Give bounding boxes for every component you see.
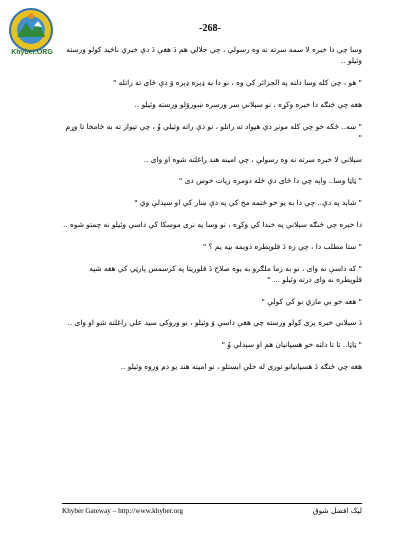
paragraph: هغه چي ځنګه دا خبره وکړه ، نو سېلاني سر ورسره ښوروَلو ورسته وئيلو .. — [134, 99, 362, 109]
paragraph: " ښه.. ځکه خو چي کله مونږ دې هيواد ته راتلو ، نو دې راته وئيلي وُ ، چي تيواز ته به ځامخا تا وړم " — [65, 121, 362, 142]
page-number: -268- — [199, 23, 221, 34]
paragraph: " هو ، چي کله وسا دلته په الجزائر کي وه ، نو دا به ډېره ډېره وَ دې ځای ته راتله " — [112, 78, 362, 87]
paragraph: دَ سېلاني خبره پری کولو ورسته چي هغې داسې وَ وئيلو ، نو وروکی سيد علي راغلته شو او وای .. — [67, 318, 362, 328]
paragraph: وسا چي دا خبره لا سمه سرته نه وه رسولې ، چي جلالي هم دَ هغې دَ دې خبري ناڅيد کولو ورسته وئيلو .. — [66, 45, 362, 66]
paragraph: " ټاټا وسا.. واپه چي دا ځای دې ځله دومره زيات خوښ دی " — [178, 176, 362, 186]
footer-website: Khyber Gateway – http://www.khyber.org — [62, 507, 183, 515]
paragraph: " که داسې نه وای ، نو به زما ملګرو به يوه صلاح دَ قلوريتا په کرسمس پارټي کي هغه شپه قلوپطره نه وای درته وئيلو ... " — [89, 263, 362, 284]
paragraph: " ستا مطلب دا ، چي زه دَ قلوپطره دويمه بڼه يم ؟ " — [202, 241, 362, 251]
paragraph: " هغه خو بې مازي نو کي کولې " — [261, 296, 362, 306]
paragraph: " ټاټا.. تا تا دلته خو هسپانيان هم او سېدلي وُ " — [221, 340, 362, 350]
document-body — [62, 44, 362, 383]
paragraph: " شايد په دې.. چي دا به يو خو ځنمه مخ کي په دې ښار کي او سېدلې وي " — [134, 198, 362, 208]
paragraph: سېلاني لا خبره سرته نه وه رسولې ، چي امينه هند راغلته شوه او وای .. — [143, 154, 362, 164]
footer-author: ليک افضل شوق — [312, 506, 362, 515]
paragraph: دا خبره چي ځنګه سېلاني په خندا کي وکړه ، نو وسا په نری موسکا کي داسې وئيلو نه چمتو شوه .. — [62, 219, 362, 229]
paragraph: هغه چي ځنګه دَ هسپانيانو توری له خلې ايستلو ، نو امينه هند يو دم وروه وئيلو .. — [120, 361, 362, 371]
footer-divider — [62, 503, 362, 504]
logo-text: Khyber.ORG — [11, 49, 53, 56]
